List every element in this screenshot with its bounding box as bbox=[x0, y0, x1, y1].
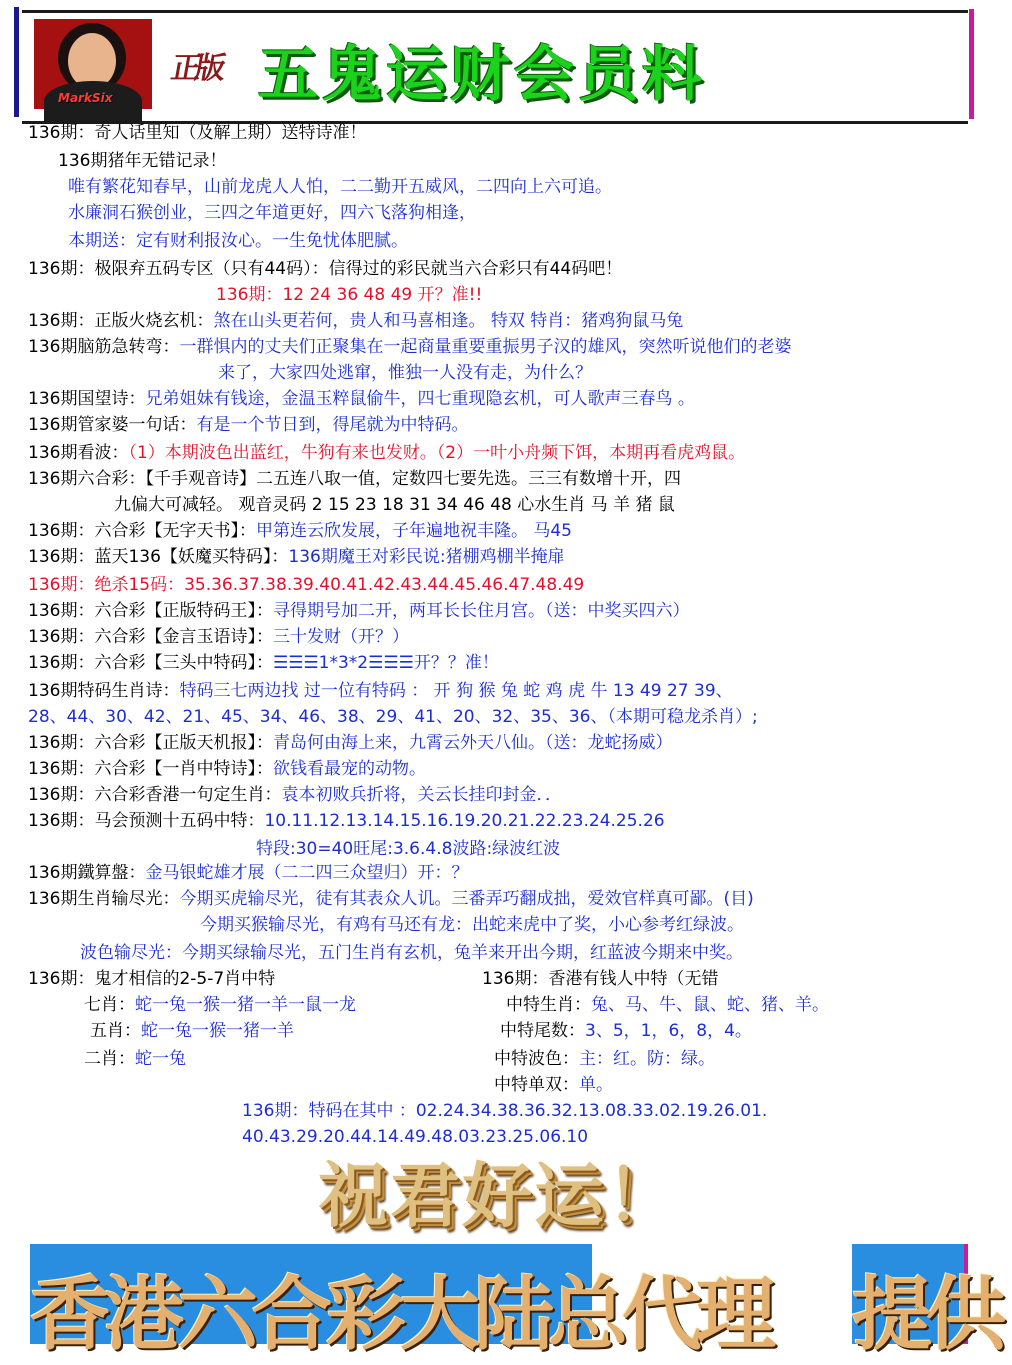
text-line: 28、44、30、42、21、45、34、46、38、29、41、20、32、35、36、（本期可稳龙杀肖）; bbox=[28, 707, 758, 727]
header-right-bar bbox=[969, 9, 974, 119]
text-line: 136期猪年无错记录！ bbox=[58, 151, 227, 171]
text-line: 来了，大家四处逃窜，惟独一人没有走，为什么？ bbox=[218, 363, 592, 383]
text-line: 中特单双：单。 bbox=[494, 1075, 613, 1095]
text-line: 136期：六合彩【三头中特码】：☰☰☰1*3*2☰☰☰开？？准！ bbox=[28, 653, 499, 673]
text-line: 136期：极限弃五码专区（只有44码）：信得过的彩民就当六合彩只有44码吧！ bbox=[28, 259, 623, 279]
text-line: 九偏大可减轻。 观音灵码 2 15 23 18 31 34 46 48 心水生肖 马 羊 猪 鼠 bbox=[114, 495, 675, 515]
page-title: 五鬼运财会员料 bbox=[258, 40, 706, 110]
text-line: 水廉洞石猴创业，三四之年道更好，四六飞落狗相逢， bbox=[68, 203, 476, 223]
text-line: 136期：奇人话里知（及解上期）送特诗准！ bbox=[28, 123, 367, 143]
text-line: 特段:30=40旺尾:3.6.4.8波路:绿波红波 bbox=[256, 839, 561, 859]
zhengban-logo: 正版 bbox=[168, 51, 223, 86]
text-line: 本期送：定有财利报汝心。一生免忧体肥腻。 bbox=[68, 231, 408, 251]
text-line: 136期：鬼才相信的2-5-7肖中特 bbox=[28, 969, 276, 989]
text-line: 136期：六合彩【金言玉语诗】：三十发财（开？） bbox=[28, 627, 409, 647]
text-line: 136期鐵算盤：金马银蛇雄才展（二二四三众望归）开：？ bbox=[28, 863, 469, 883]
text-line: 136期：正版火烧玄机：煞在山头更若何，贵人和马喜相逢。 特双 特肖：猪鸡狗鼠马兔 bbox=[28, 311, 684, 331]
text-line: 136期：香港有钱人中特（无错 bbox=[482, 969, 719, 989]
text-line: 136期：12 24 36 48 49 开？准!! bbox=[216, 285, 483, 305]
text-line: 中特波色：主：红。防：绿。 bbox=[494, 1049, 715, 1069]
text-line: 136期：六合彩香港一句定生肖：袁本初败兵折将，关云长挂印封金．． bbox=[28, 785, 562, 805]
text-line: 七肖：蛇一兔一猴一猪一羊一鼠一龙 bbox=[84, 995, 356, 1015]
text-line: 136期：蓝天136【妖魔买特码】：136期魔王对彩民说:猪棚鸡棚半掩扉 bbox=[28, 547, 565, 567]
text-line: 二肖：蛇一兔 bbox=[84, 1049, 186, 1069]
footer-left-text: 香港六合彩大陆总代理 bbox=[30, 1267, 770, 1361]
text-line: 136期看波：（1）本期波色出蓝红，牛狗有来也发财。（2）一叶小舟频下饵，本期再看虎鸡鼠。 bbox=[28, 443, 746, 463]
text-line: 40.43.29.20.44.14.49.48.03.23.25.06.10 bbox=[242, 1127, 589, 1147]
header bbox=[22, 10, 968, 124]
text-line: 中特尾数：3、5，1，6，8，4。 bbox=[500, 1021, 752, 1041]
text-line: 136期特码生肖诗：特码三七两边找 过一位有特码 ： 开 狗 猴 兔 蛇 鸡 虎 牛 13 49 27 39、 bbox=[28, 681, 733, 701]
header-left-bar bbox=[14, 7, 19, 117]
text-line: 136期脑筋急转弯：一群惧内的丈夫们正聚集在一起商量重要重振男子汉的雄风，突然听说他们的老婆 bbox=[28, 337, 792, 357]
text-line: 136期：六合彩【正版特码王】：寻得期号加二开，两耳长长住月宫。（送：中奖买四六） bbox=[28, 601, 690, 621]
text-line: 136期：绝杀15码：35.36.37.38.39.40.41.42.43.44.45.46.47.48.49 bbox=[28, 575, 585, 595]
footer-right-text: 提供 bbox=[852, 1267, 1000, 1361]
text-line: 波色输尽光：今期买绿输尽光，五门生肖有玄机，兔羊来开出今期，红蓝波今期来中奖。 bbox=[80, 943, 743, 963]
text-line: 136期：特码在其中 ：02.24.34.38.36.32.13.08.33.02.19.26.01. bbox=[242, 1101, 768, 1121]
portrait-photo bbox=[34, 19, 152, 109]
footer-banner-right bbox=[852, 1244, 1000, 1361]
text-line: 唯有繁花知春早，山前龙虎人人怕，二二勤开五威风，二四向上六可追。 bbox=[68, 177, 612, 197]
text-line: 136期：六合彩【无字天书】：甲第连云欣发展，子年遍地祝丰隆。 马45 bbox=[28, 521, 572, 541]
text-line: 136期六合彩：【千手观音诗】二五连八取一值，定数四七要先选。三三有数增十开，四 bbox=[28, 469, 681, 489]
text-line: 136期：马会预测十五码中特：10.11.12.13.14.15.16.19.20.21.22.23.24.25.26 bbox=[28, 811, 665, 831]
text-line: 五肖：蛇一兔一猴一猪一羊 bbox=[90, 1021, 294, 1041]
text-line: 136期：六合彩【正版天机报】：青岛何由海上来，九霄云外天八仙。（送：龙蛇扬威） bbox=[28, 733, 673, 753]
text-line: 136期：六合彩【一肖中特诗】：欲钱看最宠的动物。 bbox=[28, 759, 426, 779]
footer-banner-left bbox=[30, 1244, 770, 1361]
text-line: 今期买猴输尽光，有鸡有马还有龙：出蛇来虎中了奖，小心参考红绿波。 bbox=[200, 915, 744, 935]
photo-watermark: MarkSix bbox=[58, 91, 113, 105]
text-line: 136期生肖输尽光：今期买虎输尽光，徒有其表众人讥。三番弄巧翻成拙，爱效官样真可鄙。(目) bbox=[28, 889, 754, 909]
text-line: 中特生肖：兔、马、牛、鼠、蛇、猪、羊。 bbox=[506, 995, 829, 1015]
text-line: 136期国望诗：兄弟姐妹有钱途，金温玉粹鼠偷牛，四七重现隐玄机，可人歌声三春鸟 。 bbox=[28, 389, 695, 409]
good-luck-banner: 祝君好运！ bbox=[318, 1154, 678, 1237]
text-line: 136期管家婆一句话：有是一个节日到，得尾就为中特码。 bbox=[28, 415, 469, 435]
